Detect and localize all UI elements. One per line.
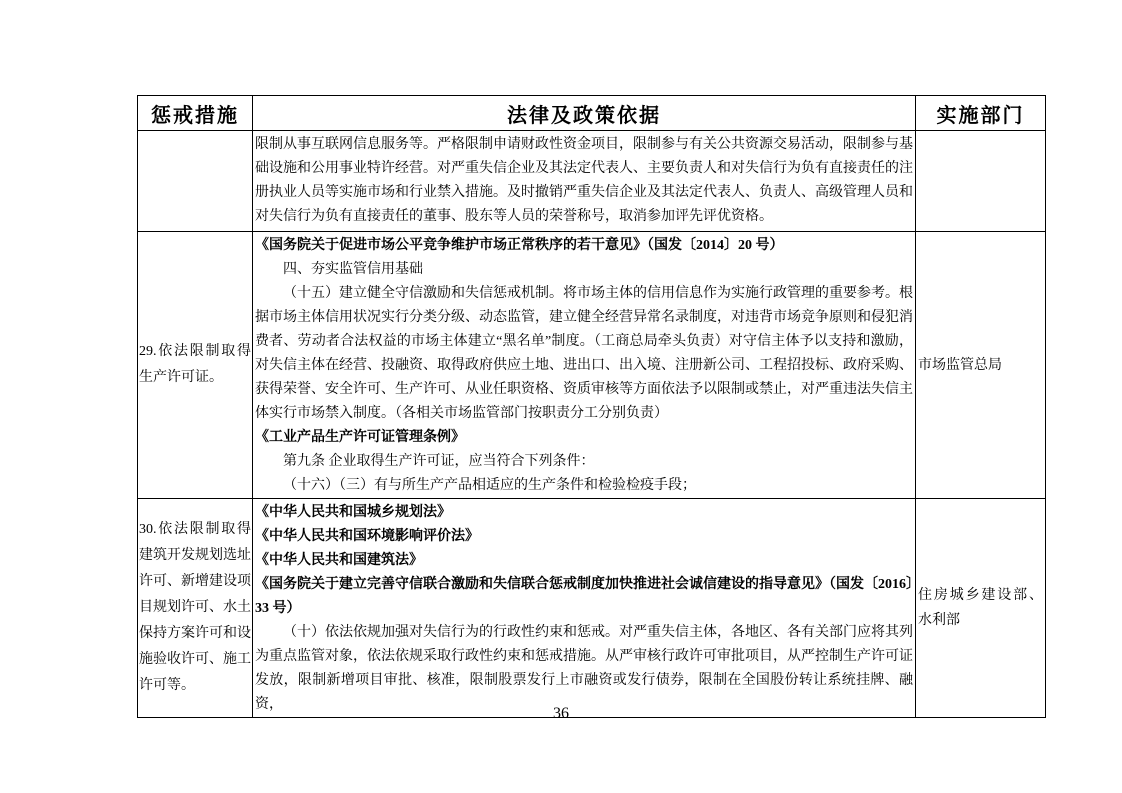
legal-paragraph: 《国务院关于建立完善守信联合激励和失信联合惩戒制度加快推进社会诚信建设的指导意见》（国发〔2016〕33 号）: [255, 577, 913, 616]
column-header-measures: 惩戒措施: [138, 96, 253, 131]
legal-paragraph: 第九条 企业取得生产许可证，应当符合下列条件：: [283, 454, 595, 469]
header-row: [138, 96, 1046, 131]
measure-cell: [138, 131, 253, 232]
table-row: [138, 131, 1046, 232]
legal-paragraph: 限制从事互联网信息服务等。严格限制申请财政性资金项目，限制参与有关公共资源交易活动，限制参与基础设施和公用事业特许经营。对严重失信企业及其法定代表人、主要负责人和对失信行为负有直接责任的注册执业人员等实施市场和行业禁入措施。及时撤销严重失信企业及其法定代表人、负责人、高级管理人员和对失信行为负有直接责任的董事、股东等人员的荣誉称号，取消参加评先评优资格。: [255, 137, 913, 224]
department-cell: 市场监管总局: [916, 232, 1046, 499]
table-body: [138, 131, 1046, 718]
legal-paragraph: （十五）建立健全守信激励和失信惩戒机制。将市场主体的信用信息作为实施行政管理的重要参考。根据市场主体信用状况实行分类分级、动态监管，建立健全经营异常名录制度，对违背市场竞争原则和侵犯消费者、劳动者合法权益的市场主体建立“黑名单”制度。（工商总局牵头负责）对守信主体予以支持和激励，对失信主体在经营、投融资、取得政府供应土地、进出口、出入境、注册新公司、工程招投标、政府采购、获得荣誉、安全许可、生产许可、从业任职资格、资质审核等方面依法予以限制或禁止，对严重违法失信主体实行市场禁入制度。（各相关市场监管部门按职责分工分别负责）: [255, 286, 913, 421]
legal-basis-cell: [253, 232, 916, 499]
legal-paragraph: 《中华人民共和国建筑法》: [255, 553, 423, 568]
table-row: [138, 232, 1046, 499]
legal-basis-cell: [253, 131, 916, 232]
legal-paragraph: 《国务院关于促进市场公平竞争维护市场正常秩序的若干意见》（国发〔2014〕20 号）: [255, 238, 784, 253]
legal-paragraph: 《工业产品生产许可证管理条例》: [255, 430, 465, 445]
measure-cell: 29.依法限制取得生产许可证。: [138, 232, 253, 499]
legal-paragraph: 《中华人民共和国环境影响评价法》: [255, 529, 479, 544]
measure-cell: 30.依法限制取得建筑开发规划选址许可、新增建设项目规划许可、水土保持方案许可和设施验收许可、施工许可等。: [138, 499, 253, 718]
legal-paragraph: （十）依法依规加强对失信行为的行政性约束和惩戒。对严重失信主体，各地区、各有关部门应将其列为重点监管对象，依法依规采取行政性约束和惩戒措施。从严审核行政许可审批项目，从严控制生产许可证发放，限制新增项目审批、核准，限制股票发行上市融资或发行债券，限制在全国股份转让系统挂牌、融资，: [255, 625, 913, 712]
table-row: [138, 499, 1046, 718]
column-header-legal-basis: 法律及政策依据: [253, 96, 916, 131]
legal-paragraph: 《中华人民共和国城乡规划法》: [255, 505, 451, 520]
department-cell: 住房城乡建设部、水利部: [916, 499, 1046, 718]
legal-paragraph: 四、夯实监管信用基础: [283, 262, 423, 277]
legal-basis-cell: [253, 499, 916, 718]
page-number: 36: [553, 705, 569, 722]
column-header-department: 实施部门: [916, 96, 1046, 131]
sanctions-table: [137, 95, 1046, 718]
department-cell: [916, 131, 1046, 232]
legal-paragraph: （十六）（三）有与所生产产品相适应的生产条件和检验检疫手段；: [283, 478, 696, 493]
